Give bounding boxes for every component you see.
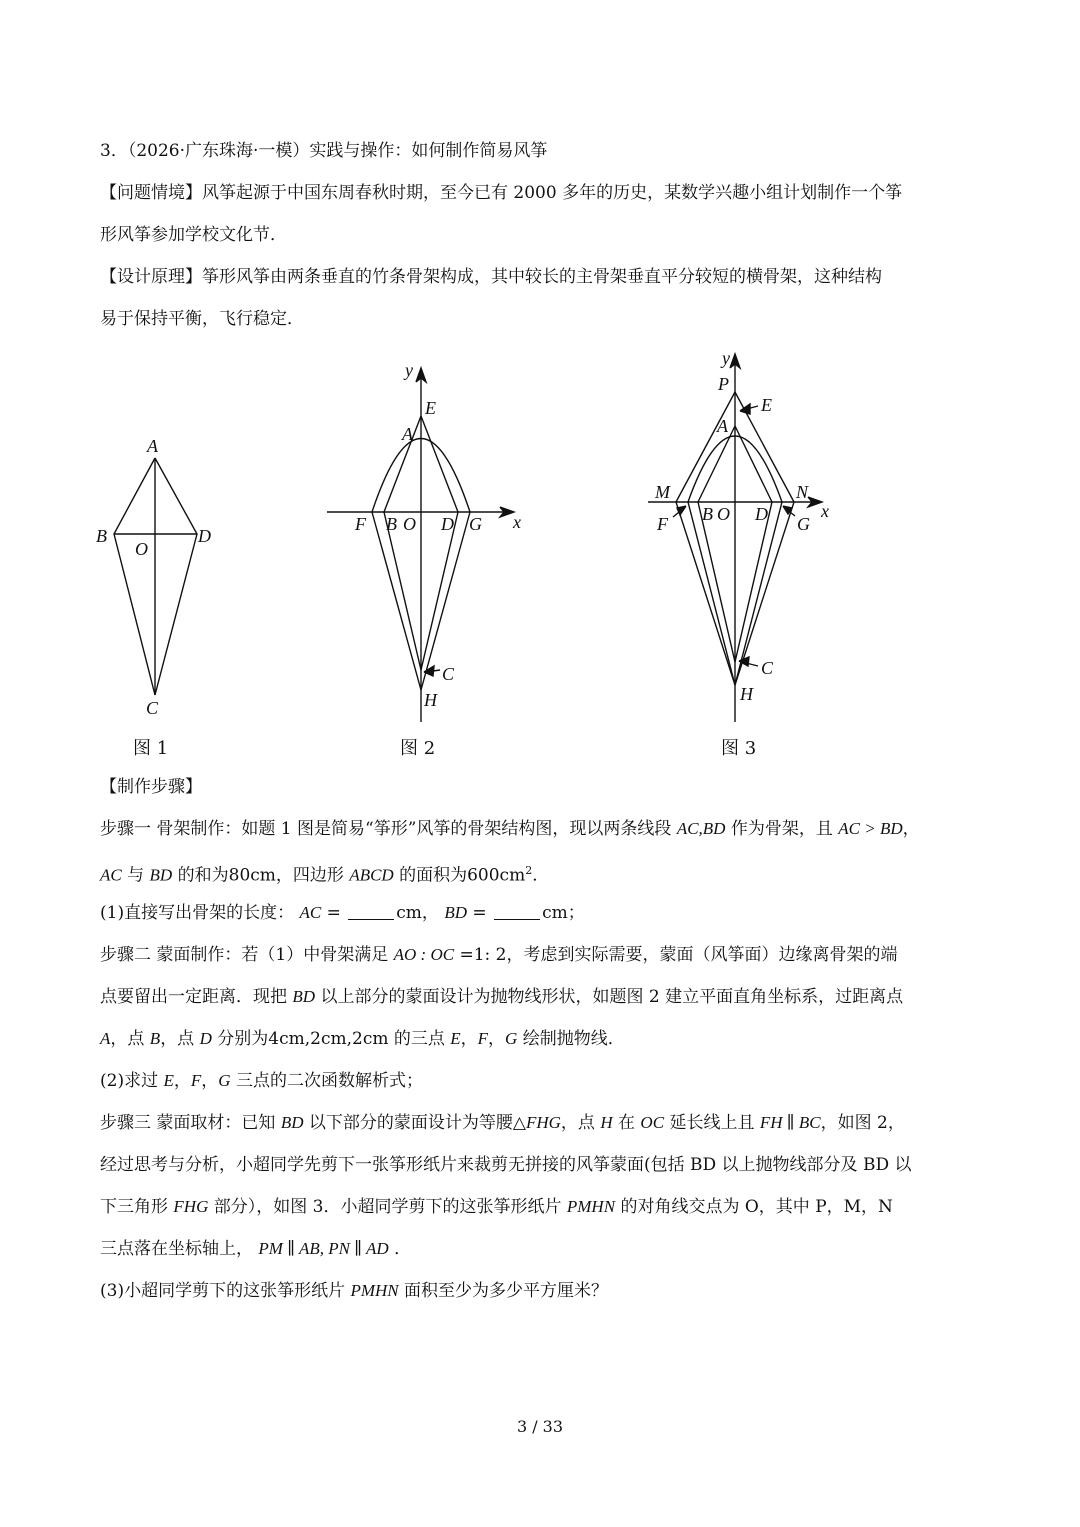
label-b: B [386,514,397,534]
problem-source: （2026·广东珠海·一模） [127,141,310,161]
label-x: x [821,501,829,521]
problem-number: 3． [100,141,128,161]
situation-line-1: 【问题情境】风筝起源于中国东周春秋时期，至今已有 2000 多年的历史，某数学兴趣小组计划制作一个筝 [100,183,903,203]
label-e: E [761,395,772,415]
step1-line-1: 步骤一 骨架制作：如题 1 图是简易“筝形”风筝的骨架结构图，现以两条线段 AC,BD 作为骨架，且 AC > BD， [100,819,920,839]
segment-fh [688,502,735,685]
segment-ad [421,416,458,512]
label-x: x [513,512,521,532]
pointer-f-head [677,506,686,515]
step3-line-3: 下三角形 FHG 部分），如图 3．小超同学剪下的这张筝形纸片 PMHN 的对角线交点为 O，其中 P，M，N [100,1197,893,1217]
step1-line-2: AC 与 BD 的和为80cm，四边形 ABCD 的面积为$600cm^2$． [100,864,550,886]
label-f: F [355,514,366,534]
principle-line-2: 易于保持平衡，飞行稳定． [100,309,304,329]
label-h: H [740,684,753,704]
question-2: (2)求过 E，F，G 三点的二次函数解析式； [100,1071,423,1091]
step3-line-2: 经过思考与分析，小超同学先剪下一张筝形纸片来裁剪无拼接的风筝蒙面(包括 BD 以上抛物线部分及 BD 以 [100,1155,912,1175]
figure-1 [96,436,211,718]
label-y: y [405,360,413,380]
label-o: O [135,539,148,559]
step2-line-1: 步骤二 蒙面制作：若（1）中骨架满足 AO : OC =1: 2，考虑到实际需要，蒙面（风筝面）边缘离骨架的端 [100,945,898,965]
label-g: G [797,514,810,534]
label-d: D [441,514,454,534]
step3-line-1: 步骤三 蒙面取材：已知 BD 以下部分的蒙面设计为等腰△FHG，点 H 在 OC 延长线上且 FH ∥ BC，如图 2， [100,1113,905,1133]
label-c: C [761,658,774,678]
segment-dc [421,512,458,670]
label-b: B [702,504,713,524]
label-n: N [796,482,809,502]
label-d: D [198,526,211,546]
segment-bc [698,502,735,662]
label-m: M [655,482,670,502]
figure-3-caption: 图 3 [721,738,757,759]
figure-2-caption: 图 2 [400,738,436,759]
label-f: F [657,514,668,534]
label-a: A [717,416,728,436]
step2-line-3: A，点 B，点 D 分别为4cm,2cm,2cm 的三点 E，F，G 绘制抛物线． [100,1029,625,1049]
problem-heading [100,140,547,162]
label-o: O [403,514,416,534]
label-c: C [146,698,159,718]
figure-2 [327,360,521,722]
answer-blank-ac[interactable] [348,905,394,920]
segment-dc [735,502,772,662]
label-g: G [469,514,482,534]
label-a: A [147,436,158,456]
page-number: 3 / 33 [516,1417,564,1436]
label-b: B [96,526,107,546]
answer-blank-bd[interactable] [494,905,540,920]
step3-line-4: 三点落在坐标轴上， PM ∥ AB, PN ∥ AD ． [100,1239,412,1259]
segment-ab [698,426,735,502]
label-d: D [755,504,768,524]
label-o: O [717,504,730,524]
question-3: (3)小超同学剪下的这张筝形纸片 PMHN 面积至少为多少平方厘米？ [100,1281,609,1301]
situation-tag: 【问题情境】 [100,183,202,203]
question-1: (1)直接写出骨架的长度： AC = cm， BD = cm； [100,903,585,923]
label-h: H [424,690,437,710]
segment-mh [676,502,735,685]
label-a: A [402,424,413,444]
principle-tag: 【设计原理】 [100,267,202,287]
segment-gh [735,502,782,685]
label-e: E [425,398,436,418]
figure-3 [648,350,829,722]
figure-1-caption: 图 1 [133,738,169,759]
segment-ad [735,426,772,502]
principle-line-1: 【设计原理】筝形风筝由两条垂直的竹条骨架构成，其中较长的主骨架垂直平分较短的横骨架，这种结构 [100,267,882,287]
step2-line-2: 点要留出一定距离．现把 BD 以上部分的蒙面设计为抛物线形状，如题图 2 建立平面直角坐标系，过距离点 [100,987,904,1007]
steps-heading: 【制作步骤】 [100,777,202,797]
segment-bc [384,512,421,670]
problem-title: 实践与操作：如何制作简易风筝 [309,141,548,161]
segment-fh [372,512,421,690]
situation-line-2: 形风筝参加学校文化节． [100,225,287,245]
label-c: C [442,664,455,684]
figures-diagram [0,350,1080,780]
label-y: y [722,350,730,368]
label-p: P [718,374,729,394]
